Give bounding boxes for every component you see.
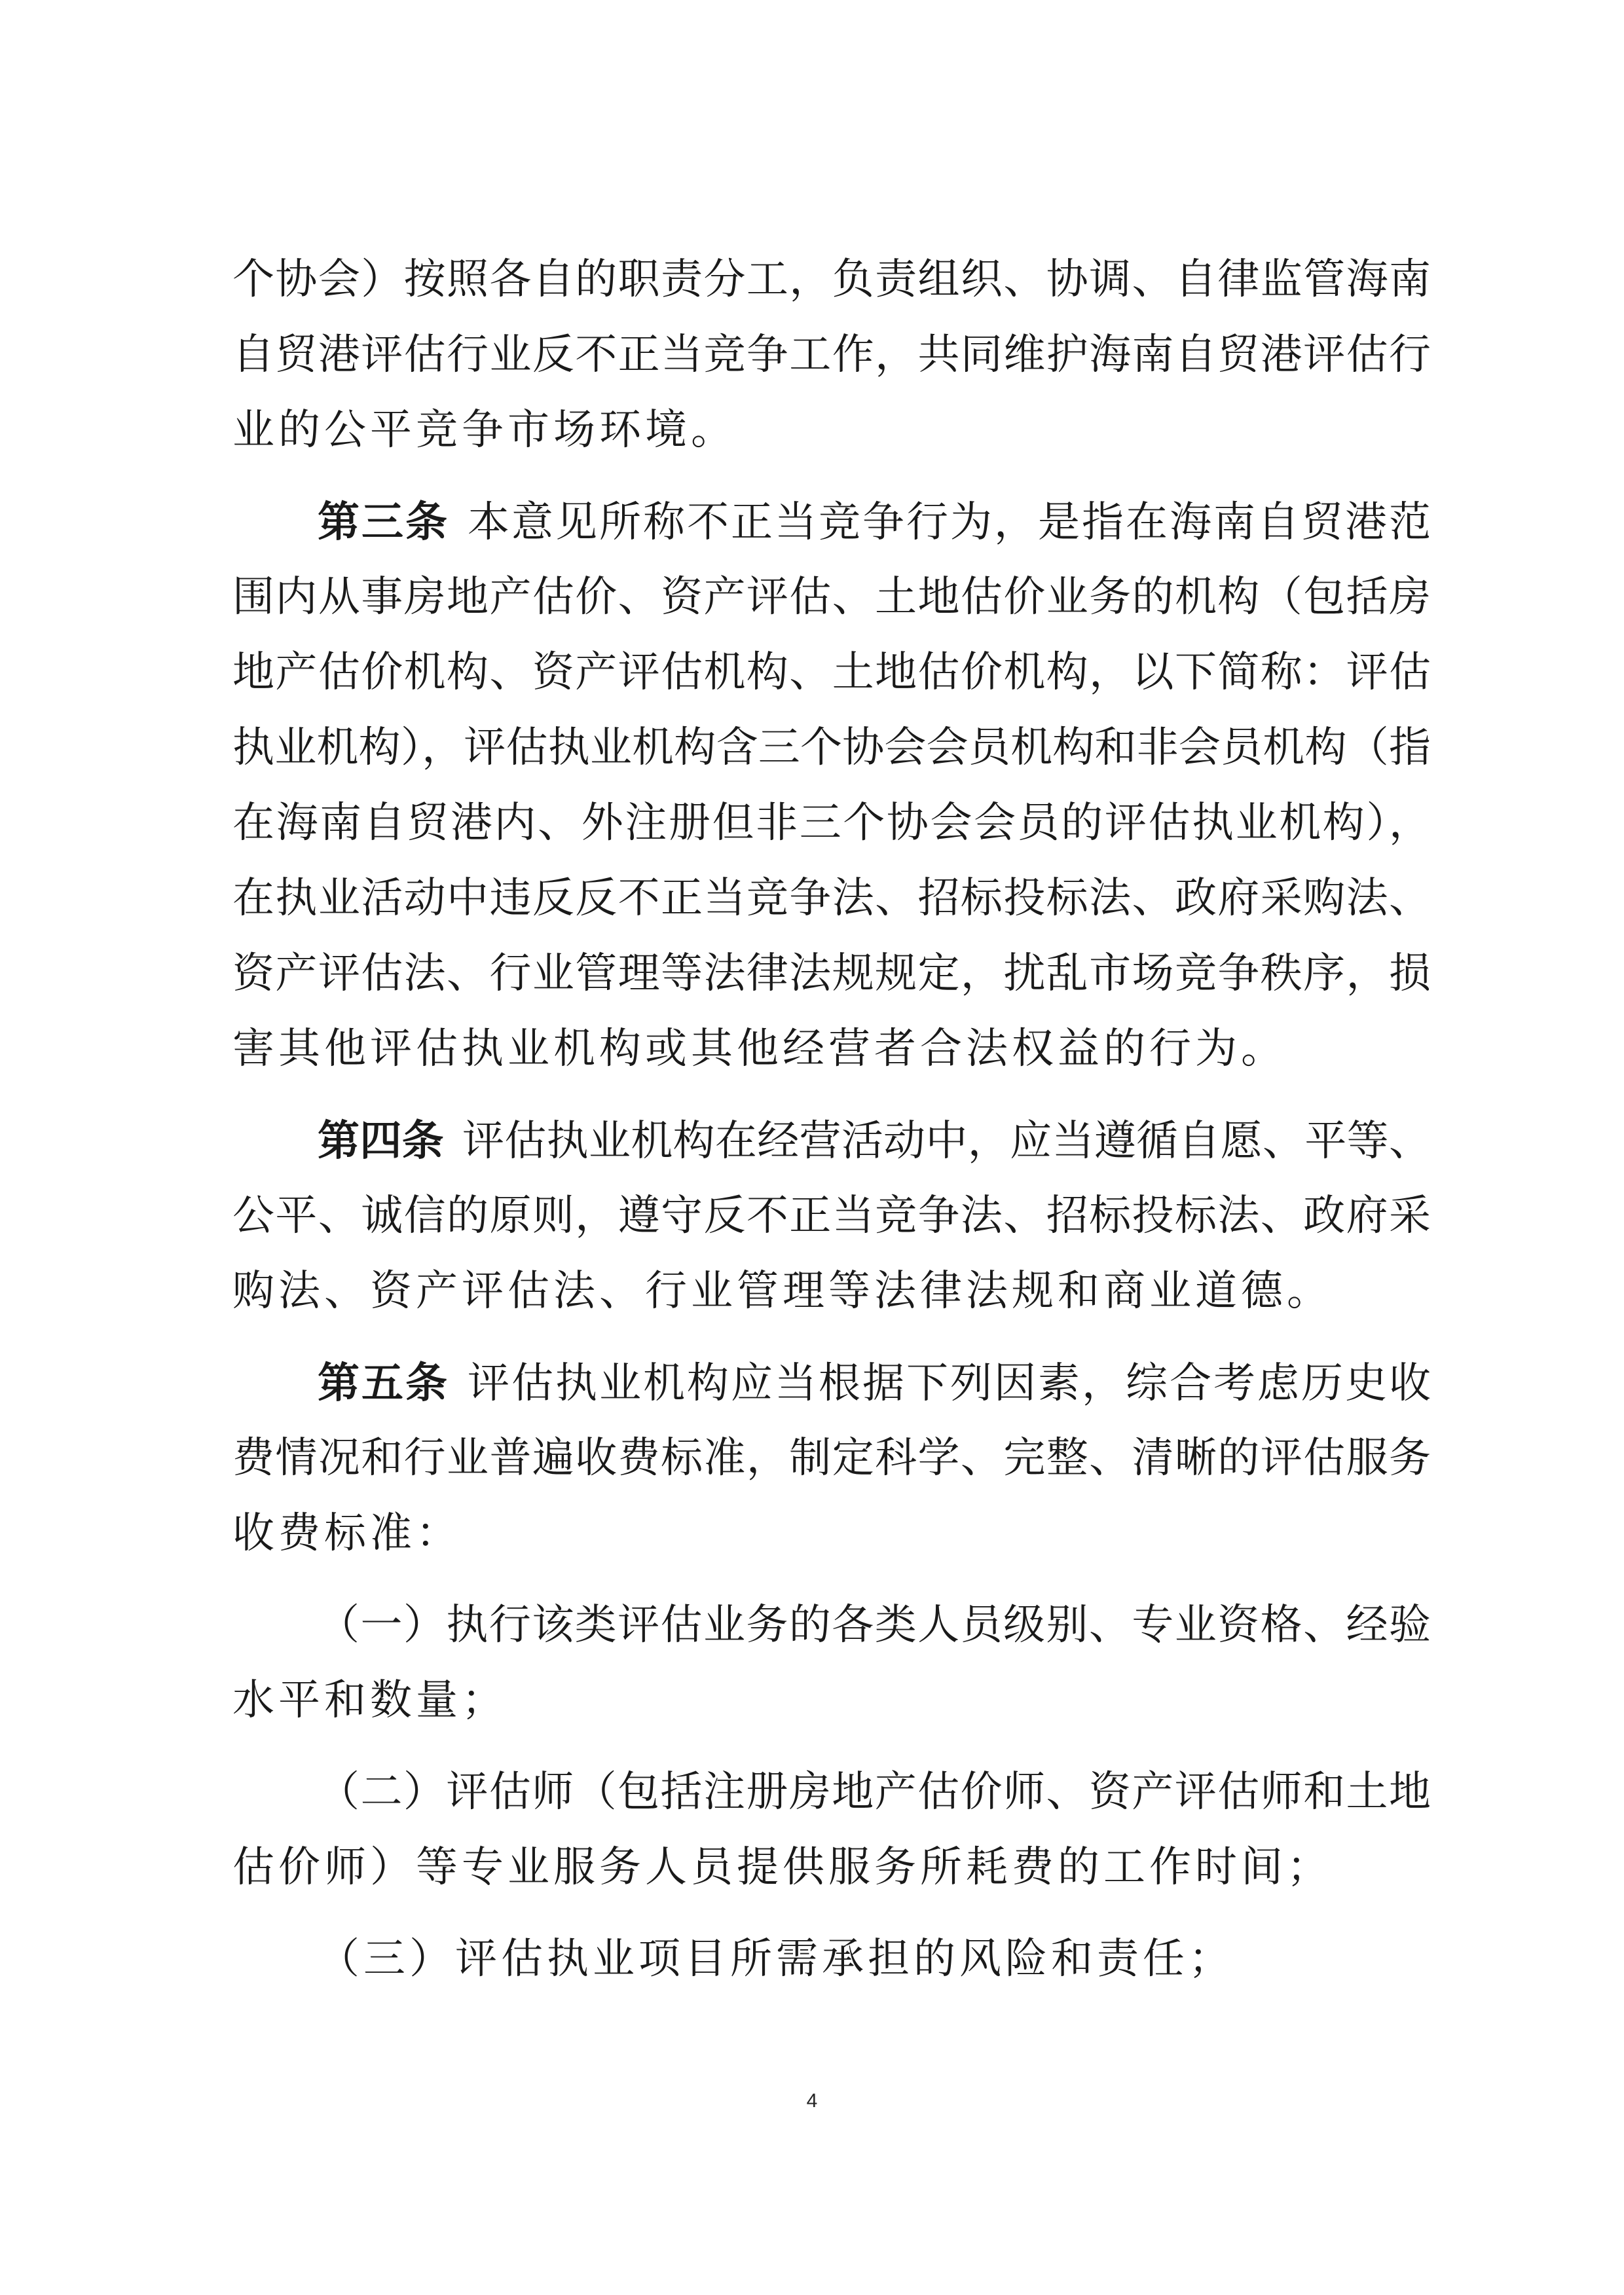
paragraph-line: 执业机构），评估执业机构含三个协会会员机构和非会员机构（指 [232,724,1431,772]
paragraph-line: 在海南自贸港内、外注册但非三个协会会员的评估执业机构）， [232,799,1431,847]
paragraph-line: 个协会）按照各自的职责分工，负责组织、协调、自律监管海南 [232,255,1431,304]
document-body [232,242,1431,1997]
paragraph-line: 业的公平竞争市场环境。 [232,406,737,454]
paragraph-line: 估价师）等专业服务人员提供服务所耗费的工作时间； [232,1843,1333,1892]
paragraph-line: 害其他评估执业机构或其他经营者合法权益的行为。 [232,1025,1287,1073]
paragraph-text: 评估执业机构在经营活动中，应当遵循自愿、平等、 [462,1117,1431,1166]
paragraph-line: 公平、诚信的原则，遵守反不正当竞争法、招标投标法、政府采 [232,1192,1431,1240]
paragraph-line: 水平和数量； [232,1676,507,1725]
paragraph-line: 资产评估法、行业管理等法律法规规定，扰乱市场竞争秩序，损 [232,949,1431,998]
list-item: （三）评估执业项目所需承担的风险和责任； [318,1935,1234,1983]
paragraph-line: 在执业活动中违反反不正当竞争法、招标投标法、政府采购法、 [232,874,1431,923]
article-5-heading-line [232,1346,1431,1421]
paragraph-line: 自贸港评估行业反不正当竞争工作，共同维护海南自贸港评估行 [232,331,1431,379]
list-item: （一）执行该类评估业务的各类人员级别、专业资格、经验 [318,1601,1431,1649]
article-3-label: 第三条 [318,498,449,547]
paragraph-line: 费情况和行业普遍收费标准，制定科学、完整、清晰的评估服务 [232,1434,1431,1482]
article-4-label: 第四条 [318,1116,444,1166]
paragraph-text: 评估执业机构应当根据下列因素，综合考虑历史收 [468,1359,1431,1408]
page-number: 4 [806,2090,818,2112]
paragraph-line: 围内从事房地产估价、资产评估、土地估价业务的机构（包括房 [232,573,1431,621]
article-4-heading-line [232,1103,1431,1179]
paragraph-text: 本意见所称不正当竞争行为，是指在海南自贸港范 [468,498,1431,547]
list-item: （二）评估师（包括注册房地产估价师、资产评估师和土地 [318,1768,1431,1816]
paragraph-line: 收费标准： [232,1509,462,1558]
paragraph-line: 地产估价机构、资产评估机构、土地估价机构，以下简称：评估 [232,648,1431,697]
paragraph-line: 购法、资产评估法、行业管理等法律法规和商业道德。 [232,1267,1333,1315]
article-3-heading-line [232,485,1431,560]
article-5-label: 第五条 [318,1359,449,1408]
